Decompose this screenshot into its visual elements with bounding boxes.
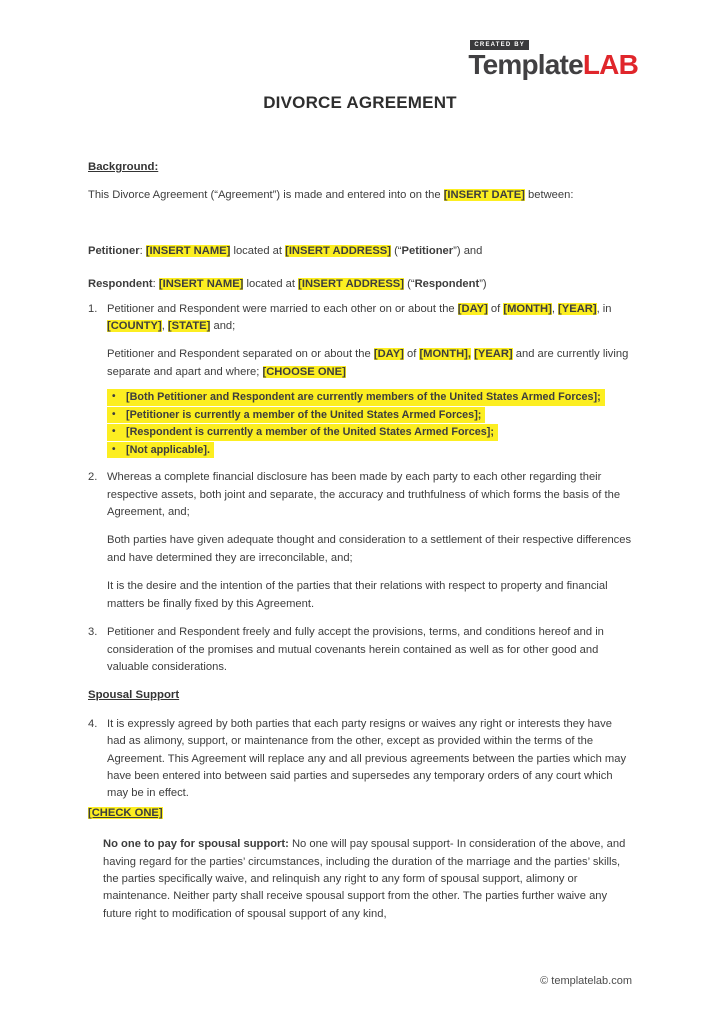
- logo-brand-text: Template: [468, 49, 583, 80]
- bullet-item: [107, 407, 485, 424]
- bullet-item-label: [Not applicable].: [126, 443, 210, 456]
- bullet-item-label: [Petitioner is currently a member of the United States Armed Forces];: [126, 408, 482, 421]
- petitioner-line: Petitioner: [INSERT NAME] located at [INSERT ADDRESS] (“Petitioner”) and: [88, 244, 483, 257]
- item-number: 4.: [88, 717, 98, 730]
- background-heading: Background:: [88, 161, 159, 173]
- item-3-body: [107, 624, 632, 687]
- bullet-item: [107, 389, 605, 406]
- item-number: 1.: [88, 302, 98, 315]
- page-title: DIVORCE AGREEMENT: [263, 93, 457, 112]
- waiver-paragraph: It is expressly agreed by both parties that each party resigns or waives any right or interests they have had as alimony, support, or maintenance from the other, except as provided within the terms of the Agreement. This Agreement will replace any and all previous agreements between the parties which may have been entered into between said parties and supersedes any temporary orders of any court which may be in effect.: [107, 717, 627, 800]
- document-body: [88, 159, 632, 991]
- desire-paragraph: It is the desire and the intention of the parties that their relations with respect to property and financial matters be finally fixed by this Agreement.: [107, 580, 608, 610]
- numbered-item-1: [88, 301, 632, 470]
- item-number: 3.: [88, 626, 98, 639]
- templatelab-logo: [468, 40, 638, 79]
- armed-forces-options-list: [107, 389, 632, 458]
- item-4-body: [107, 716, 632, 803]
- bullet-item-label: [Respondent is currently a member of the United States Armed Forces];: [126, 426, 494, 439]
- disclosure-paragraph: Whereas a complete financial disclosure has been made by each party to each other regarding their respective assets, both joint and separate, the accuracy and truthfulness of which forms the basis of the Agreement, and;: [107, 471, 621, 519]
- item-2-body: [107, 469, 632, 624]
- bullet-icon: •: [112, 408, 116, 420]
- acceptance-paragraph: Petitioner and Respondent freely and fully accept the provisions, terms, and conditions hereof and in consideration of the promises and mutual covenants herein contained as well as for other good and valuable considerations.: [107, 626, 604, 673]
- bullet-icon: •: [112, 426, 116, 438]
- document-header: [0, 0, 720, 79]
- no-spousal-support-paragraph: No one to pay for spousal support: No one will pay spousal support- In consideration of the above, and having regard for the parties’ circumstances, including the duration of the marriage and the parties’ skills, the parties specifically waive, and relinquish any right to any form of spousal support, alimony or maintenance. Neither party shall receive spousal support from the other. The parties further waive any future right to modification of spousal support of any kind,: [103, 838, 626, 920]
- bullet-icon: •: [112, 391, 116, 403]
- married-paragraph: Petitioner and Respondent were married to each other on or about the [DAY] of [MONTH], [YEAR], in [COUNTY], [STATE] and;: [107, 302, 612, 333]
- logo-brand-accent: LAB: [582, 49, 638, 80]
- created-by-badge: CREATED BY: [470, 40, 529, 50]
- numbered-item-3: [88, 624, 632, 687]
- numbered-item-4: [88, 716, 632, 803]
- item-number: 2.: [88, 471, 98, 484]
- footer-credit: © templatelab.com: [540, 975, 632, 988]
- separated-paragraph: Petitioner and Respondent separated on or about the [DAY] of [MONTH], [YEAR] and are currently living separate and apart and where; [CHOOSE ONE]: [107, 348, 629, 378]
- item-1-body: [107, 301, 632, 470]
- respondent-line: Respondent: [INSERT NAME] located at [INSERT ADDRESS] (“Respondent”): [88, 278, 487, 291]
- consideration-paragraph: Both parties have given adequate thought and consideration to a settlement of their respective differences and have determined they are irreconcilable, and;: [107, 534, 632, 564]
- bullet-item-label: [Both Petitioner and Respondent are currently members of the United States Armed Forces];: [126, 391, 601, 404]
- spousal-support-heading: Spousal Support: [88, 689, 180, 702]
- bullet-item: [107, 442, 214, 459]
- bullet-icon: •: [112, 443, 116, 455]
- logo-text: [468, 51, 638, 79]
- intro-paragraph: This Divorce Agreement (“Agreement”) is made and entered into on the [INSERT DATE] between:: [88, 189, 574, 202]
- numbered-item-2: [88, 469, 632, 624]
- bullet-item: [107, 424, 498, 441]
- check-one-label: [CHECK ONE]: [88, 806, 163, 819]
